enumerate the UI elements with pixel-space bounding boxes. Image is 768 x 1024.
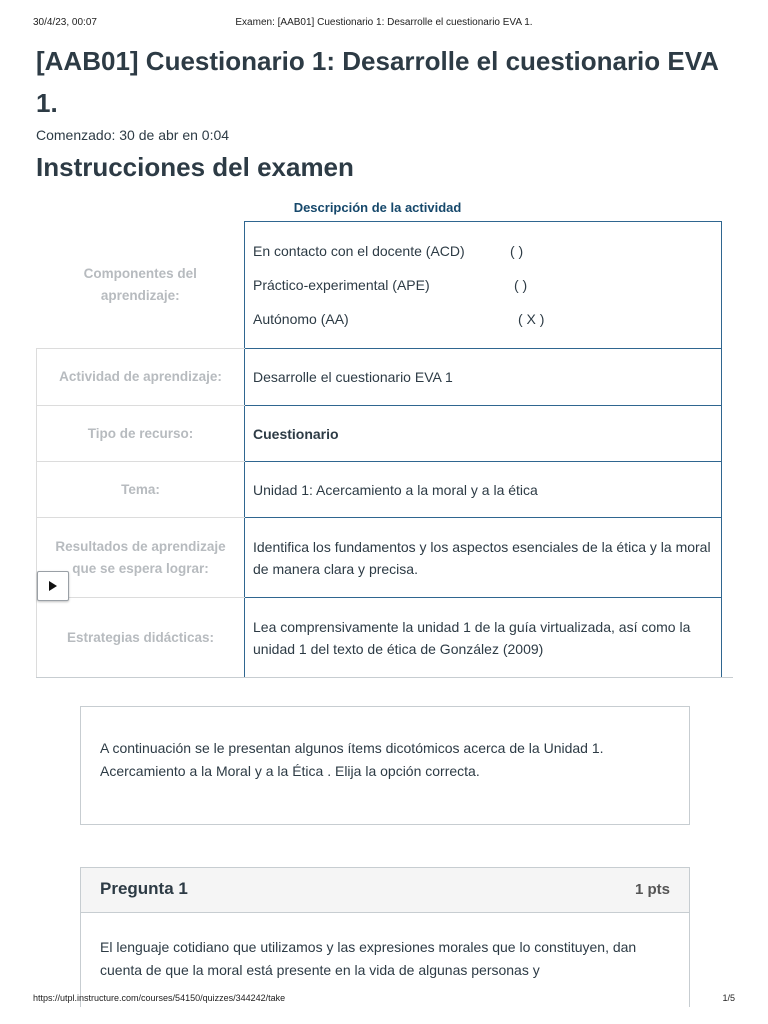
print-doc-title: Examen: [AAB01] Cuestionario 1: Desarrolle el cuestionario EVA 1. (235, 17, 533, 28)
table-caption: Descripción de la actividad (293, 200, 462, 215)
component-text: Autónomo (AA) (253, 311, 349, 327)
component-text: En contacto con el docente (ACD) (253, 243, 465, 259)
strategies-label: Estrategias didácticas: (37, 598, 245, 678)
table-row (37, 462, 722, 518)
play-icon (48, 581, 58, 591)
components-value (245, 222, 722, 349)
activity-description-table (36, 221, 722, 678)
question-header (81, 868, 689, 913)
table-row (37, 349, 722, 406)
question-points: 1 pts (634, 881, 670, 898)
table-row (37, 222, 722, 349)
question-title: Pregunta 1 (100, 879, 188, 898)
instructions-heading: Instrucciones del examen (36, 152, 354, 182)
component-item (253, 268, 713, 302)
learning-outcomes-label: Resultados de aprendizaje que se espera lograr: (37, 518, 245, 598)
started-timestamp: Comenzado: 30 de abr en 0:04 (36, 127, 230, 143)
intro-text-box (80, 706, 690, 825)
section-divider (36, 677, 733, 678)
print-datetime: 30/4/23, 00:07 (33, 17, 97, 28)
component-item (253, 302, 713, 336)
table-row (37, 518, 722, 598)
question-text: El lenguaje cotidiano que utilizamos y las expresiones morales que lo constituyen, dan cuenta de que la moral está presente en la vida de algunas personas y (100, 939, 637, 978)
component-mark: ( X ) (518, 311, 545, 327)
resource-type-label: Tipo de recurso: (37, 406, 245, 462)
topic-label: Tema: (37, 462, 245, 518)
print-url: https://utpl.instructure.com/courses/54150/quizzes/344242/take (33, 993, 286, 1003)
print-header (33, 17, 735, 31)
print-page-number: 1/5 (722, 993, 735, 1003)
component-mark: ( ) (514, 277, 528, 293)
play-button[interactable] (37, 571, 69, 601)
topic-value: Unidad 1: Acercamiento a la moral y a la ética (245, 462, 722, 518)
components-label: Componentes del aprendizaje: (37, 222, 245, 349)
strategies-value: Lea comprensivamente la unidad 1 de la guía virtualizada, así como la unidad 1 del texto de ética de González (2009) (245, 598, 722, 678)
activity-value: Desarrolle el cuestionario EVA 1 (245, 349, 722, 406)
page-title: [AAB01] Cuestionario 1: Desarrolle el cuestionario EVA 1. (36, 46, 718, 118)
component-mark: ( ) (510, 243, 524, 259)
activity-label: Actividad de aprendizaje: (37, 349, 245, 406)
component-item (253, 234, 713, 268)
component-text: Práctico-experimental (APE) (253, 277, 430, 293)
table-row (37, 406, 722, 462)
resource-type-value: Cuestionario (245, 406, 722, 462)
table-row (37, 598, 722, 678)
intro-text: A continuación se le presentan algunos ítems dicotómicos acerca de la Unidad 1. Acercamiento a la Moral y a la Ética . Elija la opción correcta. (100, 740, 604, 779)
learning-outcomes-value: Identifica los fundamentos y los aspectos esenciales de la ética y la moral de manera clara y precisa. (245, 518, 722, 598)
question-card (80, 867, 690, 1007)
